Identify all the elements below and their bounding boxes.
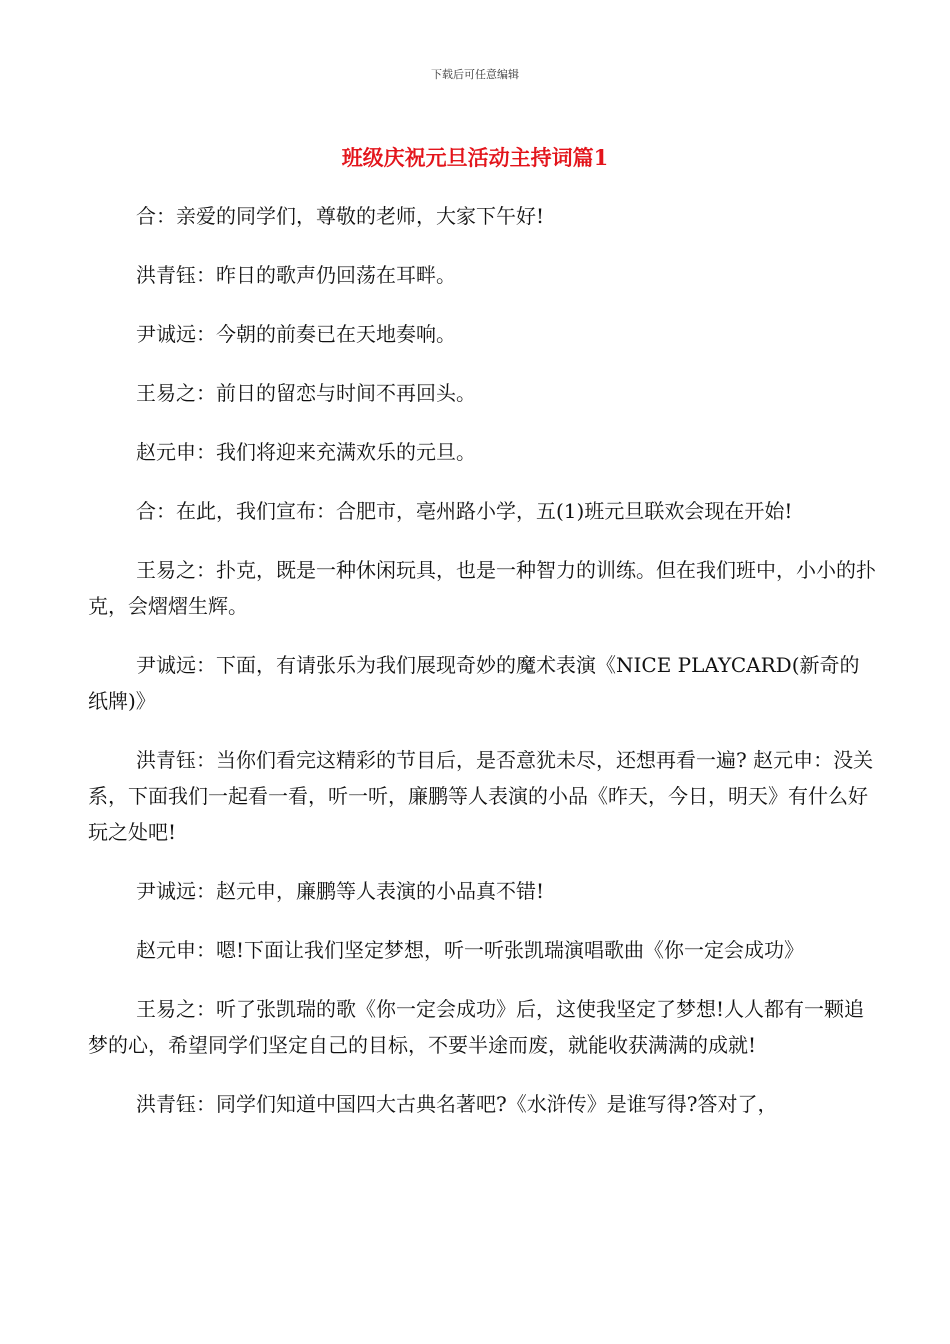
- paragraph: 赵元申：嗯!下面让我们坚定梦想，听一听张凯瑞演唱歌曲《你一定会成功》: [136, 938, 805, 962]
- document-body: [88, 198, 878, 1145]
- paragraph: 王易之：前日的留恋与时间不再回头。: [136, 381, 476, 405]
- paragraph: 洪青钰：当你们看完这精彩的节目后，是否意犹未尽，还想再看一遍? 赵元申：没关系，下面我们一起看一看，听一听，廉鹏等人表演的小品《昨天，今日，明天》有什么好玩之处吧!: [88, 748, 874, 844]
- paragraph: 合：亲爱的同学们，尊敬的老师，大家下午好!: [136, 204, 545, 228]
- paragraph: 洪青钰：同学们知道中国四大古典名著吧?《水浒传》是谁写得?答对了，: [136, 1092, 778, 1116]
- paragraph: 洪青钰：昨日的歌声仍回荡在耳畔。: [136, 263, 456, 287]
- paragraph: 赵元申：我们将迎来充满欢乐的元旦。: [136, 440, 476, 464]
- paragraph: 合：在此，我们宣布：合肥市，亳州路小学，五(1)班元旦联欢会现在开始!: [136, 499, 793, 523]
- document-title: 班级庆祝元旦活动主持词篇1: [341, 145, 609, 170]
- paragraph: 王易之：听了张凯瑞的歌《你一定会成功》后，这使我坚定了梦想!人人都有一颗追梦的心，希望同学们坚定自己的目标，不要半途而废，就能收获满满的成就!: [88, 997, 865, 1057]
- paragraph: 尹诚远：今朝的前奏已在天地奏响。: [136, 322, 456, 346]
- paragraph: 尹诚远：下面，有请张乐为我们展现奇妙的魔术表演《NICE PLAYCARD(新奇的纸牌)》: [88, 653, 860, 713]
- paragraph: 尹诚远：赵元申，廉鹏等人表演的小品真不错!: [136, 879, 545, 903]
- header-note: 下载后可任意编辑: [431, 68, 519, 81]
- paragraph: 王易之：扑克，既是一种休闲玩具，也是一种智力的训练。但在我们班中，小小的扑克，会熠熠生辉。: [88, 558, 876, 618]
